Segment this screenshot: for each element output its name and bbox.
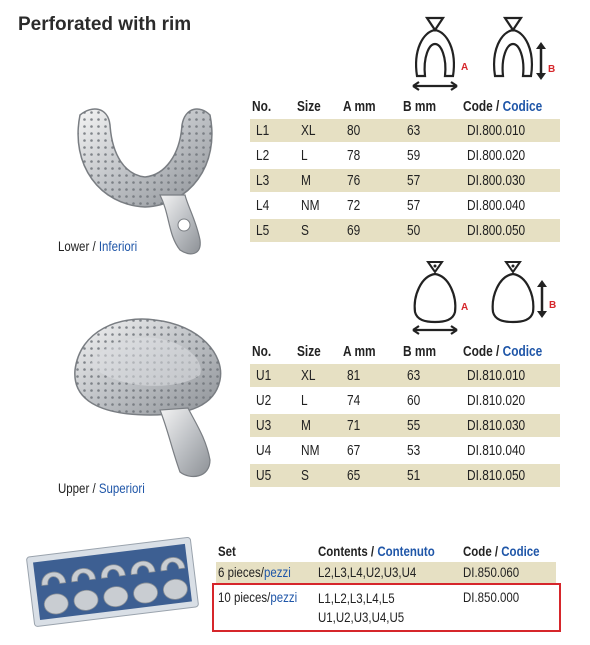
upper-header-code <box>463 344 542 360</box>
row-size: XL <box>300 122 316 139</box>
row-a: 81 <box>347 367 361 384</box>
table-row <box>250 119 560 143</box>
upper-header-b: B mm <box>403 344 437 360</box>
sets-header-code <box>463 543 540 559</box>
lower-icon-label-b: B <box>548 64 556 75</box>
row-b: 63 <box>407 367 421 384</box>
upper-tray-depth-icon <box>493 262 557 322</box>
upper-table-header <box>250 340 560 364</box>
lower-tray-width-icon <box>413 18 468 90</box>
row-size: XL <box>300 367 316 384</box>
lower-header-a: A mm <box>343 99 376 115</box>
row-a: 65 <box>347 467 361 484</box>
upper-header-a: A mm <box>343 344 376 360</box>
row-no: U1 <box>256 367 272 384</box>
upper-icon-label-b: B <box>549 300 557 311</box>
row-code: DI.800.020 <box>467 147 526 164</box>
set-name-italian: pezzi <box>263 564 291 580</box>
row-size: NM <box>300 197 320 214</box>
lower-caption-text <box>58 238 137 254</box>
row-no: U2 <box>256 392 272 409</box>
row-code: DI.810.010 <box>467 367 526 384</box>
row-a: 76 <box>347 172 361 189</box>
row-no: L1 <box>256 122 270 139</box>
sets-header-code-italian: Codice <box>500 543 540 559</box>
table-row <box>250 193 560 218</box>
row-no: U3 <box>256 417 272 434</box>
table-row <box>250 438 560 463</box>
row-b: 59 <box>407 147 421 164</box>
row-a: 78 <box>347 147 361 164</box>
upper-caption-italian: Superiori <box>98 480 145 496</box>
lower-table-header <box>250 95 560 119</box>
set-name-prefix: 6 pieces/ <box>218 564 264 580</box>
lower-tray-depth-icon <box>494 18 555 80</box>
lower-header-no: No. <box>252 99 272 115</box>
set-contents-line2: U1,U2,U3,U4,U5 <box>317 609 404 625</box>
lower-dimension-icons <box>405 12 555 92</box>
upper-header-code-italian: Codice <box>502 344 543 360</box>
row-size: M <box>300 417 311 434</box>
sets-header-contents-italian: Contenuto <box>376 543 435 559</box>
row-b: 50 <box>407 222 421 239</box>
upper-size-table <box>250 340 560 489</box>
table-row <box>250 413 560 438</box>
table-row <box>250 364 560 388</box>
row-a: 72 <box>347 197 361 214</box>
page-title: Perforated with rim <box>18 14 192 35</box>
lower-header-b: B mm <box>403 99 437 115</box>
row-code: DI.800.030 <box>467 172 526 189</box>
sets-header-set: Set <box>218 543 236 559</box>
lower-caption-italian: Inferiori <box>98 238 138 254</box>
lower-header-code <box>463 99 542 115</box>
set-name-prefix: 10 pieces/ <box>218 589 271 605</box>
lower-header-size: Size <box>296 99 321 115</box>
row-a: 69 <box>347 222 361 239</box>
set-contents: L2,L3,L4,U2,U3,U4 <box>317 564 416 580</box>
row-a: 71 <box>347 417 361 434</box>
row-b: 51 <box>407 467 421 484</box>
row-code: DI.810.020 <box>467 392 526 409</box>
row-code: DI.810.050 <box>467 467 526 484</box>
lower-caption <box>58 238 155 254</box>
sets-header-code-prefix: Code / <box>462 543 501 559</box>
row-size: S <box>300 222 309 239</box>
row-a: 80 <box>347 122 361 139</box>
lower-size-table <box>250 95 560 244</box>
row-no: L3 <box>256 172 270 189</box>
row-no: U5 <box>256 467 272 484</box>
upper-dimension-icons <box>405 258 555 338</box>
set-name-italian: pezzi <box>270 589 298 605</box>
row-no: L5 <box>256 222 270 239</box>
row-size: S <box>300 467 309 484</box>
set-code: DI.850.060 <box>462 564 519 580</box>
row-no: L2 <box>256 147 270 164</box>
lower-caption-prefix: Lower / <box>58 238 99 254</box>
upper-icon-label-a: A <box>461 302 469 313</box>
lower-header-code-prefix: Code / <box>463 99 503 115</box>
sets-header-contents <box>318 543 435 559</box>
row-size: L <box>300 392 308 409</box>
row-b: 63 <box>407 122 421 139</box>
tray-set-box-image <box>22 535 202 630</box>
table-row <box>250 463 560 488</box>
set-code: DI.850.000 <box>462 589 519 605</box>
row-b: 55 <box>407 417 421 434</box>
lower-tray-image <box>60 95 230 260</box>
upper-caption-prefix: Upper / <box>58 480 99 496</box>
table-row <box>250 388 560 413</box>
lower-icon-label-a: A <box>461 62 469 73</box>
sets-header-contents-prefix: Contents / <box>317 543 377 559</box>
upper-tray-image <box>60 310 230 485</box>
table-row <box>250 218 560 243</box>
row-size: L <box>300 147 308 164</box>
upper-header-no: No. <box>252 344 272 360</box>
row-code: DI.800.050 <box>467 222 526 239</box>
row-code: DI.800.010 <box>467 122 526 139</box>
highlight-box <box>212 583 561 632</box>
table-row <box>250 143 560 168</box>
row-code: DI.810.030 <box>467 417 526 434</box>
lower-header-code-italian: Codice <box>502 99 543 115</box>
set-name <box>218 564 291 580</box>
row-b: 53 <box>407 442 421 459</box>
upper-tray-width-icon <box>413 262 468 334</box>
row-b: 57 <box>407 197 421 214</box>
upper-header-code-prefix: Code / <box>463 344 503 360</box>
row-code: DI.810.040 <box>467 442 526 459</box>
set-contents-line1: L1,L2,L3,L4,L5 <box>317 590 395 606</box>
upper-caption <box>58 480 164 496</box>
row-b: 57 <box>407 172 421 189</box>
row-no: U4 <box>256 442 272 459</box>
sets-table-header <box>216 540 556 562</box>
row-a: 67 <box>347 442 361 459</box>
row-a: 74 <box>347 392 361 409</box>
row-size: NM <box>300 442 320 459</box>
table-row <box>216 562 556 583</box>
row-size: M <box>300 172 311 189</box>
upper-caption-text <box>58 480 145 496</box>
row-b: 60 <box>407 392 421 409</box>
row-code: DI.800.040 <box>467 197 526 214</box>
row-no: L4 <box>256 197 270 214</box>
upper-header-size: Size <box>296 344 321 360</box>
table-row <box>250 168 560 193</box>
